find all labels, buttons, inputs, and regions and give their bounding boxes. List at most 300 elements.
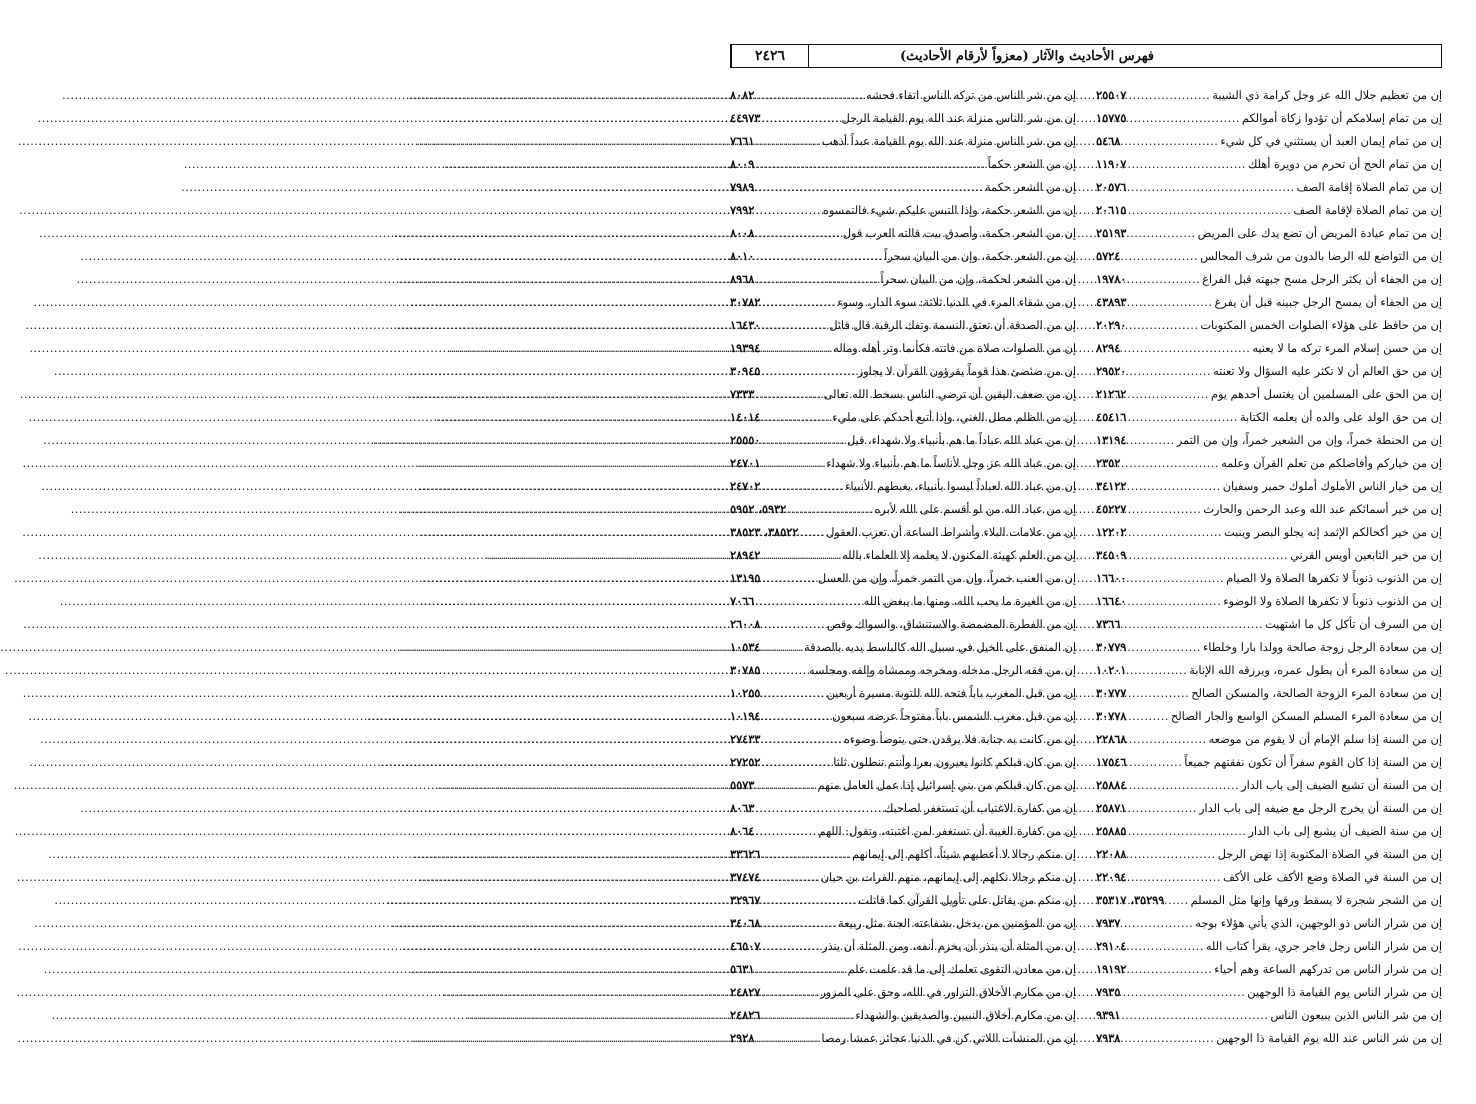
- entry-text: إن المنفق على الخيل في سبيل الله كالباسط يديه بالصدقة: [804, 641, 1076, 654]
- entry-reference: ٣٠٧٧٩: [1096, 640, 1127, 654]
- index-entry: [1096, 199, 1442, 222]
- entry-reference: ٨٠٦٣: [730, 801, 755, 815]
- index-entry: [1096, 797, 1442, 820]
- dot-leader: [1128, 728, 1206, 751]
- dot-leader: [756, 774, 815, 797]
- entry-text: إن من الذنوب ذنوباً لا تكفرها الصلاة ولا الصيام: [1226, 572, 1442, 585]
- index-entry: [1096, 153, 1442, 176]
- entry-text: إن من شر الناس منزلة عند الله يوم القيامة الرجل: [841, 112, 1076, 125]
- index-entry: [1096, 843, 1442, 866]
- dot-leader: [1128, 222, 1195, 245]
- dot-leader: [1128, 268, 1200, 291]
- dot-leader: [788, 498, 872, 521]
- dot-leader: [762, 406, 830, 429]
- dot-leader: [1128, 820, 1246, 843]
- entry-reference: ٢٦٠٠٨: [730, 617, 761, 631]
- index-entry: [730, 107, 1076, 130]
- index-column-left: [730, 84, 1076, 1050]
- entry-text: إن من الجفاء أن يمسح الرجل جبينه قبل أن يفرغ: [1214, 296, 1442, 309]
- entry-reference: ٧٣٦٦: [1096, 617, 1121, 631]
- page-number: ٢٤٢٦: [731, 45, 809, 67]
- index-entry: [1096, 222, 1442, 245]
- entry-text: إن من سنة الضيف أن يشيع إلى باب الدار: [1248, 825, 1442, 838]
- entry-text: إن من السرف أن تأكل كل ما اشتهيت: [1265, 618, 1442, 631]
- entry-text: إن من سعادة المرء الزوجة الصالحة، والمسكن الصالح: [1191, 687, 1442, 700]
- entry-reference: ٢٥٨٨٥: [1096, 824, 1127, 838]
- index-entry: [730, 337, 1076, 360]
- index-column-right: [1096, 84, 1442, 1050]
- entry-reference: ١٠٥٣٤: [730, 640, 761, 654]
- dot-leader: [762, 889, 856, 912]
- entry-text: إن من مكارم أخلاق النبيين والصديقين والشهداء: [855, 1009, 1076, 1022]
- dot-leader: [1128, 429, 1174, 452]
- index-entry: [1096, 337, 1442, 360]
- index-entry: [1096, 176, 1442, 199]
- entry-text: إن من خير أسمائكم عبد الله وعبد الرحمن والحارث: [1203, 503, 1442, 516]
- index-entry: [730, 406, 1076, 429]
- entry-reference: ١٥٧٧٥: [1096, 111, 1127, 125]
- entry-text: إن من الشعر حكمة، وإذا التبس عليكم شيء فالتمسوه: [822, 204, 1076, 217]
- entry-text: إن من المؤمنين من يدخل بشفاعته الجنة مثل ربيعة: [838, 917, 1076, 930]
- entry-text: إن من عباد الله لعباداً ليسوا بأنبياء، يغبطهم الأنبياء: [845, 480, 1076, 493]
- entry-reference: ١٩٧٨٠: [1096, 272, 1127, 286]
- entry-text: إن من كفارة الاغتياب أن تستغفر لصاحبك: [884, 802, 1076, 815]
- entry-reference: ٢٨٩٤٢: [730, 548, 761, 562]
- entry-text: إن منكم من يقاتل على تأويل القرآن كما قاتلت: [858, 894, 1076, 907]
- index-entry: [730, 613, 1076, 636]
- entry-reference: ٢٤٨٢٧: [730, 985, 761, 999]
- index-entry: [1096, 682, 1442, 705]
- entry-reference: ٣٧٤٧٤: [730, 870, 761, 884]
- entry-reference: ٤٥٤١٦: [1096, 410, 1127, 424]
- index-entry: [1096, 291, 1442, 314]
- entry-text: إن من شرار الناس من تدركهم الساعة وهم أحياء: [1214, 963, 1442, 976]
- entry-text: إن من عباد الله من لو أقسم على الله لأبره: [874, 503, 1076, 516]
- dot-leader: [756, 797, 882, 820]
- entry-text: إن من شرار الناس ذو الوجهين، الذي يأتي هؤلاء بوجه: [1195, 917, 1442, 930]
- index-entry: [730, 84, 1076, 107]
- dot-leader: [1128, 153, 1246, 176]
- entry-text: إن منكم رجالا نكلهم إلى إيمانهم، منهم الفرات بن حيان: [820, 871, 1076, 884]
- entry-reference: ٢٩١٠٤: [1096, 939, 1127, 953]
- entry-text: إن من الغيرة ما يحب الله، ومنها ما يبغض الله: [863, 595, 1076, 608]
- dot-leader: [762, 866, 818, 889]
- entry-text: إن من قبل مغرب الشمس باباً مفتوحاً عرضه سبعون: [832, 710, 1076, 723]
- entry-text: إن من الصدقة أن تعتق النسمة وتفك الرقبة قال قائل: [829, 319, 1076, 332]
- entry-text: إن من تمام إسلامكم أن تؤدوا زكاة أموالكم: [1241, 112, 1442, 125]
- index-entry: [730, 130, 1076, 153]
- entry-reference: ١٠٢٠١: [1096, 663, 1127, 677]
- entry-text: إن من سعادة المرء المسلم المسكن الواسع والجار الصالح: [1170, 710, 1442, 723]
- dot-leader: [756, 590, 861, 613]
- entry-reference: ١٦٤٣٠: [730, 318, 761, 332]
- entry-text: إن من تمام إيمان العبد أن يستثني في كل شيء: [1220, 135, 1442, 148]
- dot-leader: [1128, 751, 1182, 774]
- index-entry: [730, 705, 1076, 728]
- entry-text: إن من الحنطة خمراً، وإن من الشعير خمراً، وإن من التمر: [1176, 434, 1442, 447]
- index-entry: [1096, 636, 1442, 659]
- entry-text: إن من السنة في الصلاة المكتوبة إذا نهض الرجل: [1217, 848, 1442, 861]
- index-entry: [730, 268, 1076, 291]
- entry-reference: ٧٦٦١: [730, 134, 755, 148]
- dot-leader: [1128, 636, 1201, 659]
- index-entry: [1096, 544, 1442, 567]
- entry-text: إن من السنة في الصلاة وضع الأكف على الأكف: [1222, 871, 1442, 884]
- entry-text: إن من حافظ على هؤلاء الصلوات الخمس المكتوبات: [1200, 319, 1442, 332]
- entry-reference: ١٣١٩٤: [1096, 433, 1127, 447]
- entry-reference: ٢٩٢٨: [730, 1031, 755, 1045]
- entry-reference: ١٦٦٤٠: [1096, 594, 1127, 608]
- dot-leader: [1128, 705, 1169, 728]
- index-entry: [730, 1004, 1076, 1027]
- entry-reference: ٢٥٥٠٧: [1096, 88, 1127, 102]
- index-entry: [730, 291, 1076, 314]
- entry-reference: ٥٦٣١: [730, 962, 755, 976]
- index-entry: [1096, 889, 1442, 912]
- entry-reference: ٢٢٠٨٨: [1096, 847, 1127, 861]
- dot-leader: [800, 521, 824, 544]
- entry-reference: ٢٠٦١٥: [1096, 203, 1127, 217]
- dot-leader: [756, 268, 878, 291]
- entry-text: إن من الحق على المسلمين أن يغتسل أحدهم يوم: [1210, 388, 1442, 401]
- index-entry: [730, 797, 1076, 820]
- entry-text: إن من خير التابعين أويس القرني: [1290, 549, 1442, 562]
- entry-text: إن من عباد الله عز وجل لأناساً ما هم بأنبياء ولا شهداء: [826, 457, 1076, 470]
- entry-reference: ١٩١٩٢: [1096, 962, 1127, 976]
- entry-reference: ٤٥٢٢٧: [1096, 502, 1127, 516]
- page-header: [730, 44, 1442, 68]
- entry-reference: ٢٤٧٠١: [730, 456, 761, 470]
- entry-reference: ٣٠٧٨٢: [730, 295, 761, 309]
- entry-reference: ٥٧٢٤: [1096, 249, 1121, 263]
- entry-text: إن من الشعر حكمة، وإن من البيان سحراً: [884, 250, 1076, 263]
- index-entry: [1096, 314, 1442, 337]
- dot-leader: [762, 544, 840, 567]
- dot-leader: [756, 820, 816, 843]
- index-entry: [1096, 751, 1442, 774]
- index-entry: [730, 912, 1076, 935]
- index-entry: [1096, 935, 1442, 958]
- index-entry: [1096, 705, 1442, 728]
- index-entry: [1096, 107, 1442, 130]
- entry-text: إن من شرار الناس يوم القيامة ذا الوجهين: [1247, 986, 1442, 999]
- entry-reference: ٣٣٦٢٦: [730, 847, 761, 861]
- index-entry: [1096, 820, 1442, 843]
- dot-leader: [1128, 935, 1204, 958]
- entry-reference: ٣٤٥٠٩: [1096, 548, 1127, 562]
- entry-text: إن من الشعر حكماً: [987, 158, 1076, 171]
- index-entry: [1096, 429, 1442, 452]
- index-entry: [730, 659, 1076, 682]
- index-entry: [730, 935, 1076, 958]
- dot-leader: [1122, 130, 1218, 153]
- entry-reference: ٨٠١٠: [730, 249, 755, 263]
- dot-leader: [1128, 590, 1221, 613]
- index-entry: [1096, 521, 1442, 544]
- index-entry: [1096, 406, 1442, 429]
- entry-text: إن من شرار الناس رجل فاجر جري، يقرأ كتاب الله: [1205, 940, 1442, 953]
- entry-reference: ٨٠٠٩: [730, 157, 755, 171]
- entry-reference: ٢٥٨٧١: [1096, 801, 1127, 815]
- index-entry: [730, 475, 1076, 498]
- entry-text: إن من السنة أن تشيع الضيف إلى باب الدار: [1241, 779, 1442, 792]
- entry-reference: ٢٣٥٢: [1096, 456, 1121, 470]
- dot-leader: [756, 1027, 819, 1050]
- entry-text: إن من خيار الناس الأملوك أملوك حمير وسفيان: [1222, 480, 1442, 493]
- dot-leader: [756, 958, 845, 981]
- entry-reference: ٧٩٣٥: [1096, 985, 1121, 999]
- entry-reference: ١٦٦٠٠: [1096, 571, 1127, 585]
- dot-leader: [756, 176, 983, 199]
- dot-leader: [1128, 958, 1212, 981]
- dot-leader: [762, 728, 841, 751]
- dot-leader: [756, 383, 821, 406]
- dot-leader: [1122, 245, 1198, 268]
- dot-leader: [762, 912, 836, 935]
- dot-leader: [762, 567, 816, 590]
- index-entry: [1096, 590, 1442, 613]
- dot-leader: [762, 360, 855, 383]
- index-entry: [730, 590, 1076, 613]
- dot-leader: [1128, 866, 1221, 889]
- entry-reference: ١٠٢٥٥: [730, 686, 761, 700]
- entry-text: إن من فقه الرجل مدخله ومخرجه وممشاه وإلفه ومجلسه: [808, 664, 1076, 677]
- index-entry: [1096, 498, 1442, 521]
- index-entry: [730, 774, 1076, 797]
- entry-text: إن منكم رجالا لا أعطيهم شيئاً، أكلهم إلى إيمانهم: [852, 848, 1076, 861]
- entry-reference: ١٧٥٤٦: [1096, 755, 1127, 769]
- entry-reference: ٣٢٩٦٧: [730, 893, 761, 907]
- index-entry: [1096, 475, 1442, 498]
- index-entry: [1096, 268, 1442, 291]
- entry-text: إن من العلم كهيئة المكنون لا يعلمه إلا العلماء بالله: [842, 549, 1076, 562]
- index-entry: [730, 751, 1076, 774]
- entry-reference: ٣٤١٢٢: [1096, 479, 1127, 493]
- entry-reference: ١٠١٩٤: [730, 709, 761, 723]
- index-entry: [730, 958, 1076, 981]
- entry-text: إن من قبل المغرب باباً فتحه الله للتوبة مسيرة أربعين: [826, 687, 1076, 700]
- entry-text: إن من كفارة الغيبة أن تستغفر لمن اغتبته، وتقول: اللهم: [818, 825, 1076, 838]
- index-entry: [1096, 866, 1442, 889]
- entry-text: إن من شر الناس الذين يبيعون الناس: [1270, 1009, 1442, 1022]
- dot-leader: [762, 314, 827, 337]
- entry-reference: ٥٤٦٨: [1096, 134, 1121, 148]
- index-entry: [730, 498, 1076, 521]
- index-entry: [1096, 728, 1442, 751]
- entry-reference: ٢٤٨٢٦: [730, 1008, 761, 1022]
- entry-text: إن من الظلم مطل الغني، وإذا أتبع أحدكم على مليء: [832, 411, 1076, 424]
- entry-text: إن من خياركم وأفاضلكم من تعلم القرآن وعلمه: [1221, 457, 1442, 470]
- dot-leader: [1122, 613, 1263, 636]
- entry-reference: ٢٧٤٣٣: [730, 732, 761, 746]
- dot-leader: [1122, 452, 1219, 475]
- entry-text: إن من تعظيم جلال الله عز وجل كرامة ذي الشيبة: [1212, 89, 1442, 102]
- entry-reference: ٤٦٥٠٧: [730, 939, 761, 953]
- dot-leader: [762, 981, 818, 1004]
- index-entry: [730, 360, 1076, 383]
- entry-reference: ١٣١٩٥: [730, 571, 761, 585]
- entry-reference: ٣٥٢٩٩، ٣٥٣١٧: [1096, 893, 1165, 907]
- dot-leader: [1128, 383, 1209, 406]
- entry-reference: ٢٥٨٨٤: [1096, 778, 1127, 792]
- entry-reference: ٣٨٥٢٢، ٣٨٥٢٣: [730, 525, 799, 539]
- dot-leader: [1128, 406, 1238, 429]
- dot-leader: [762, 291, 835, 314]
- entry-reference: ١١٩٠٧: [1096, 157, 1127, 171]
- entry-reference: ٢٢٠٩٤: [1096, 870, 1127, 884]
- entry-text: إن من المثلة أن ينذر أن يخزم أنفه، ومن المثلة أن ينذر: [822, 940, 1076, 953]
- entry-text: إن من سعادة الرجل زوجة صالحة وولدا بارا وخلطاء: [1202, 641, 1442, 654]
- dot-leader: [1128, 567, 1224, 590]
- index-entry: [730, 383, 1076, 406]
- entry-text: إن من شقاء المرء في الدنيا ثلاثة: سوء الدار، وسوء: [837, 296, 1076, 309]
- index-entry: [730, 199, 1076, 222]
- entry-reference: ٢٥٥٥٠: [730, 433, 761, 447]
- entry-reference: ٤٣٨٩٣: [1096, 295, 1127, 309]
- entry-reference: ٨٩٦٨: [730, 272, 755, 286]
- entry-reference: ٥٥٧٣: [730, 778, 755, 792]
- index-entry: [1096, 1004, 1442, 1027]
- index-entry: [1096, 452, 1442, 475]
- entry-text: إن من كانت به جنابة فلا يرقدن حتى يتوضأ وضوءه: [843, 733, 1076, 746]
- index-entry: [730, 314, 1076, 337]
- entry-reference: ٨٢٩٤: [1096, 341, 1121, 355]
- entry-reference: ٤٤٩٧٣: [730, 111, 761, 125]
- index-entry: [730, 866, 1076, 889]
- entry-reference: ٨٠٠٨: [730, 226, 755, 240]
- entry-text: إن من كان قبلكم من بني إسرائيل إذا عمل العامل منهم: [817, 779, 1076, 792]
- entry-reference: ٢٠٥٧٦: [1096, 180, 1127, 194]
- dot-leader: [756, 199, 821, 222]
- entry-reference: ٢٩٥٢٠: [1096, 364, 1127, 378]
- index-entry: [730, 222, 1076, 245]
- entry-text: إن من شر الناس منزلة عند الله يوم القيامة عبداً أذهب: [821, 135, 1076, 148]
- entry-text: إن من تمام الصلاة إقامة الصف: [1296, 181, 1442, 194]
- dot-leader: [1128, 314, 1198, 337]
- dot-leader: [756, 222, 840, 245]
- dot-leader: [762, 452, 824, 475]
- dot-leader: [1128, 843, 1215, 866]
- entry-reference: ٩٣٩١: [1096, 1008, 1121, 1022]
- entry-reference: ٧٣٣٣: [730, 387, 755, 401]
- dot-leader: [1128, 84, 1210, 107]
- entry-text: إن من كان قبلكم كانوا يعيرون بعرا وأنتم تنطلون ثلثا: [833, 756, 1076, 769]
- index-entry: [1096, 360, 1442, 383]
- page-title: فهرس الأحاديث والآثار (معزواً لأرقام الأحاديث): [900, 48, 1154, 64]
- index-entry: [1096, 245, 1442, 268]
- dot-leader: [1128, 774, 1239, 797]
- dot-leader: [756, 84, 864, 107]
- index-entry: [730, 567, 1076, 590]
- entry-text: إن من عباد الله عباداً ما هم بأنبياء ولا شهداء، قيل: [847, 434, 1076, 447]
- dot-leader: [1128, 659, 1187, 682]
- index-entry: [730, 153, 1076, 176]
- entry-text: إن من الجفاء أن يكثر الرجل مسح جبهته قبل الفراغ: [1202, 273, 1442, 286]
- dot-leader: [762, 337, 831, 360]
- index-entry: [1096, 774, 1442, 797]
- entry-reference: ٧٩٣٧: [1096, 916, 1121, 930]
- entry-text: إن من حسن إسلام المرء تركه ما لا يعنيه: [1252, 342, 1442, 355]
- entry-reference: ٧٩٩٢: [730, 203, 755, 217]
- dot-leader: [1128, 360, 1211, 383]
- dot-leader: [756, 153, 985, 176]
- index-entry: [730, 544, 1076, 567]
- entry-reference: ٢٥١٩٣: [1096, 226, 1127, 240]
- entry-text: إن من الشعر حكمة، وأصدق بيت قالته العرب قول: [842, 227, 1076, 240]
- dot-leader: [1128, 199, 1291, 222]
- index-entry: [730, 981, 1076, 1004]
- entry-text: إن من السنة إذا كان القوم سفراً أن تكون نفقتهم جميعاً: [1184, 756, 1442, 769]
- entry-reference: ٢١٢٦٢: [1096, 387, 1127, 401]
- dot-leader: [1128, 107, 1240, 130]
- entry-reference: ٨٠٦٤: [730, 824, 755, 838]
- entry-reference: ٣٠٧٧٨: [1096, 709, 1127, 723]
- entry-reference: ٣٠٧٨٥: [730, 663, 761, 677]
- entry-text: إن من شر الناس من تركه الناس اتقاء فحشه: [866, 89, 1076, 102]
- index-entry: [730, 636, 1076, 659]
- entry-reference: ١٩٣٩٤: [730, 341, 761, 355]
- index-entry: [1096, 1027, 1442, 1050]
- dot-leader: [762, 636, 802, 659]
- dot-leader: [1122, 337, 1250, 360]
- entry-reference: ١٤٠١٤: [730, 410, 761, 424]
- dot-leader: [1166, 889, 1188, 912]
- dot-leader: [756, 245, 882, 268]
- dot-leader: [1128, 475, 1220, 498]
- dot-leader: [762, 659, 807, 682]
- dot-leader: [1128, 682, 1189, 705]
- dot-leader: [762, 429, 845, 452]
- entry-text: إن من ضئضئ هذا قوماً يقرؤون القرآن لا يجاوز: [857, 365, 1076, 378]
- entry-text: إن من الصلوات صلاة من فاتته فكأنما وتر أهله وماله: [833, 342, 1076, 355]
- dot-leader: [1122, 981, 1245, 1004]
- index-entry: [730, 843, 1076, 866]
- index-entry: [730, 820, 1076, 843]
- index-entry: [730, 728, 1076, 751]
- entry-text: إن من حق الولد على والده أن يعلمه الكتابة: [1239, 411, 1442, 424]
- index-entry: [1096, 567, 1442, 590]
- entry-text: إن من معادن التقوى تعلمك إلى ما قد علمت علم: [847, 963, 1076, 976]
- dot-leader: [762, 613, 825, 636]
- entry-text: إن من السنة أن يخرج الرجل مع ضيفه إلى باب الدار: [1198, 802, 1442, 815]
- index-entry: [1096, 130, 1442, 153]
- entry-reference: ٧٩٣٨: [1096, 1031, 1121, 1045]
- entry-text: إن من خير أكحالكم الإثمد إنه يجلو البصر وينبت: [1224, 526, 1442, 539]
- dot-leader: [1128, 291, 1212, 314]
- index-entry: [1096, 912, 1442, 935]
- dot-leader: [762, 705, 830, 728]
- entry-reference: ٨٠٨٢: [730, 88, 755, 102]
- entry-reference: ٧٩٨٩: [730, 180, 755, 194]
- index-entry: [1096, 383, 1442, 406]
- entry-reference: ٣٠٩٤٥: [730, 364, 761, 378]
- entry-text: إن من السنة إذا سلم الإمام أن لا يقوم من موضعه: [1208, 733, 1442, 746]
- index-entry: [730, 889, 1076, 912]
- index-entry: [730, 521, 1076, 544]
- dot-leader: [756, 130, 819, 153]
- dot-leader: [762, 751, 831, 774]
- entry-reference: ٢٤٧٠٢: [730, 479, 761, 493]
- dot-leader: [762, 935, 820, 958]
- dot-leader: [762, 843, 850, 866]
- dot-leader: [1122, 1004, 1268, 1027]
- entry-text: إن من سعادة المرء أن يطول عمره، ويرزقه الله الإنابة: [1189, 664, 1442, 677]
- entry-reference: ٧٠٦٦: [730, 594, 755, 608]
- dot-leader: [1128, 797, 1197, 820]
- entry-reference: ٢٢٨٦٨: [1096, 732, 1127, 746]
- index-entry: [730, 682, 1076, 705]
- entry-reference: ٥٩٣٢، ٥٩٥٢: [730, 502, 787, 516]
